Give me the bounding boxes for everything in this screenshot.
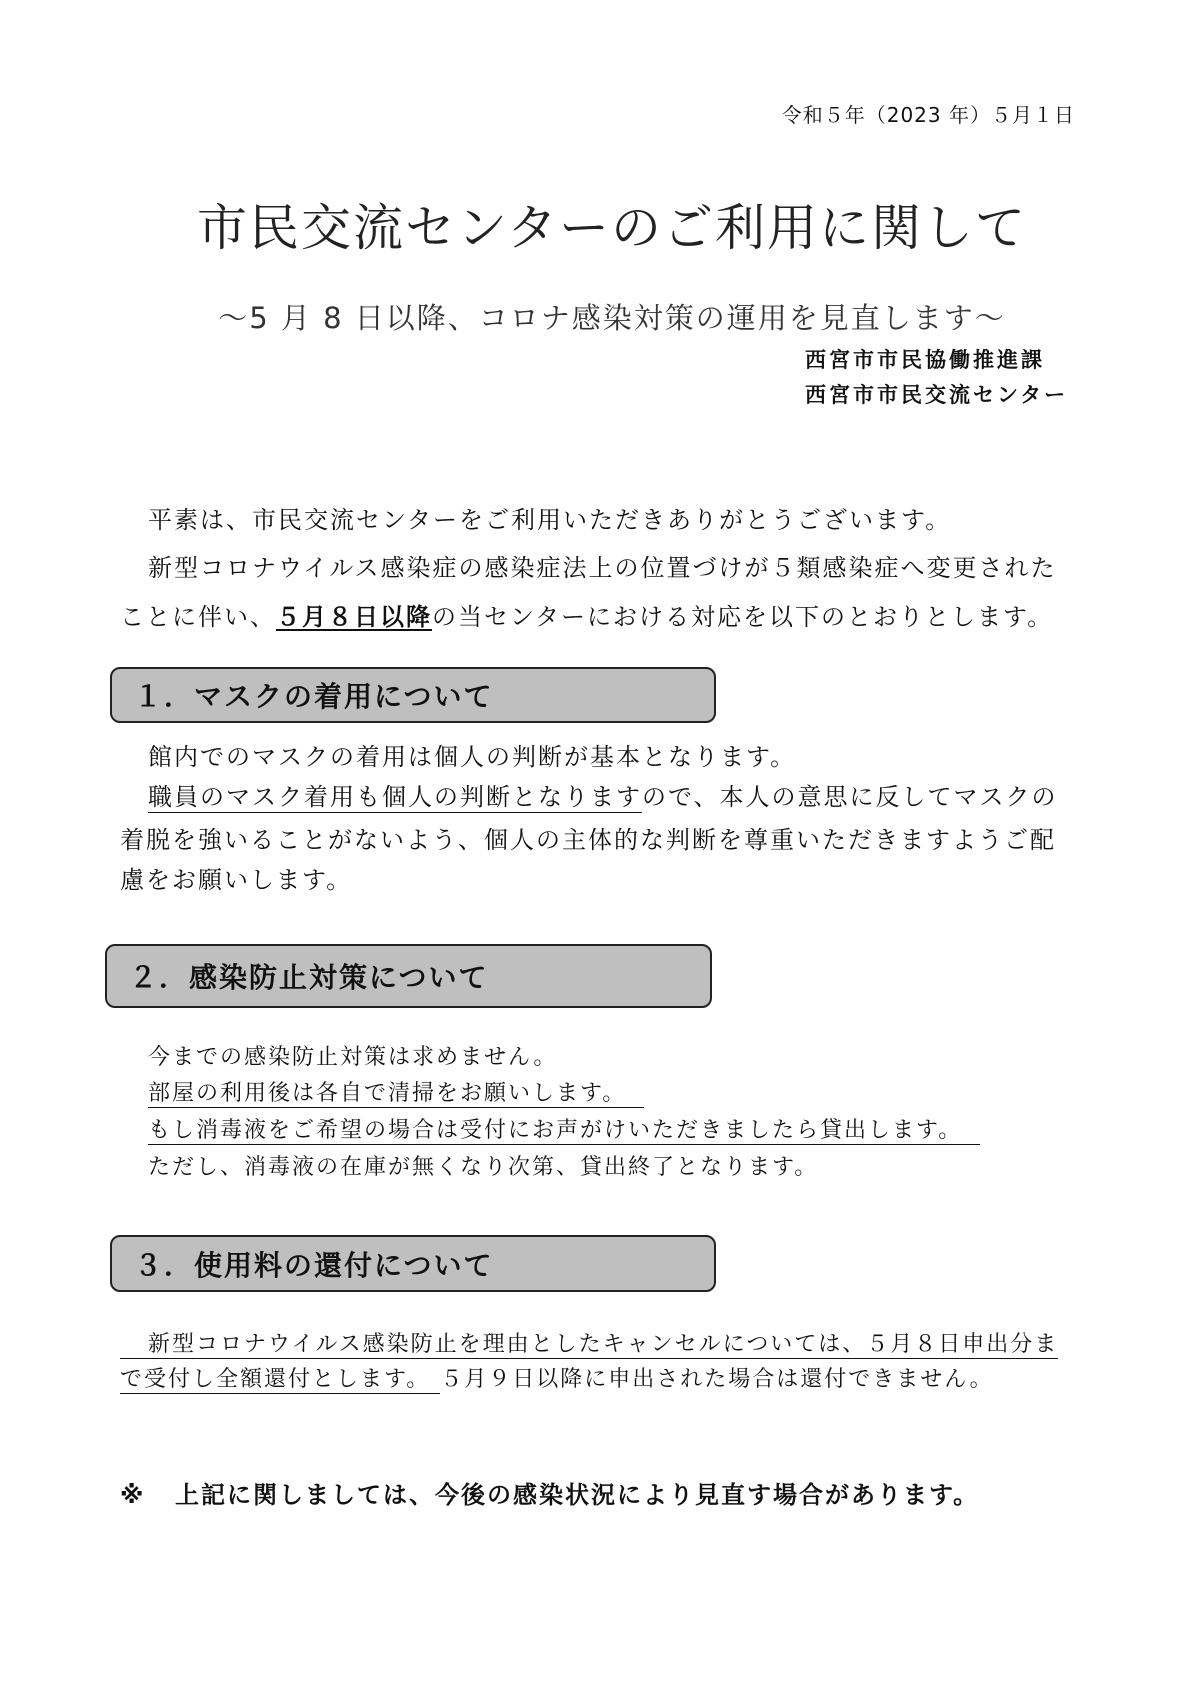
section-1-line-4: 慮をお願いします。 xyxy=(120,866,353,894)
full-refund-underlined: で受付し全額還付とします。 xyxy=(120,1367,440,1394)
section-heading-infection-control: ２．感染防止対策について xyxy=(129,961,489,994)
staff-mask-underlined: 職員のマスク着用も個人の判断となります xyxy=(148,783,642,811)
disinfectant-lending-underlined: もし消毒液をご希望の場合は受付にお声がけいただきましたら貸出します。 xyxy=(148,1118,980,1145)
effective-date-emphasis: ５月８日以降 xyxy=(276,603,432,631)
section-heading-mask: １．マスクの着用について xyxy=(134,680,494,713)
section-1-line-1: 館内でのマスクの着用は個人の判断が基本となります。 xyxy=(148,743,797,771)
section-3-line-1 xyxy=(120,1328,1058,1362)
section-2-line-3 xyxy=(148,1114,980,1148)
issuer-center: 西宮市市民交流センター xyxy=(805,383,1069,407)
section-2-line-1: 今までの感染防止対策は求めません。 xyxy=(148,1045,558,1070)
intro-line-1: 平素は、市民交流センターをご利用いただきありがとうございます。 xyxy=(148,506,952,534)
section-3-line-2-rest: ５月９日以降に申出された場合は還付できません。 xyxy=(440,1367,994,1392)
issue-date: 令和５年（2023 年）５月１日 xyxy=(781,103,1075,127)
page-title: 市民交流センターのご利用に関して xyxy=(197,199,1027,257)
section-heading-refund: ３．使用料の還付について xyxy=(134,1248,494,1282)
issuer-department: 西宮市市民協働推進課 xyxy=(805,348,1045,372)
section-3-line-2 xyxy=(120,1363,994,1397)
refund-policy-underlined: 新型コロナウイルス感染防止を理由としたキャンセルについては、５月８日申出分ま xyxy=(120,1332,1058,1359)
intro-line-2: 新型コロナウイルス感染症の感染症法上の位置づけが５類感染症へ変更された xyxy=(148,554,1057,582)
section-1-line-2-rest: ので、本人の意思に反してマスクの xyxy=(642,783,1058,811)
section-2-line-4: ただし、消毒液の在庫が無くなり次第、貸出終了となります。 xyxy=(148,1155,819,1180)
intro-line-3-lead: ことに伴い、 xyxy=(120,603,276,631)
review-note: 上記に関しましては、今後の感染状況により見直す場合があります。 xyxy=(175,1481,980,1509)
section-1-line-3: 着脱を強いることがないよう、個人の主体的な判断を尊重いただきますようご配 xyxy=(120,826,1056,854)
section-heading-box-1 xyxy=(110,667,716,723)
section-2-line-2 xyxy=(148,1077,644,1111)
section-heading-box-3 xyxy=(110,1235,716,1292)
section-1-line-2 xyxy=(148,780,1058,814)
section-heading-box-2 xyxy=(105,944,712,1008)
intro-line-3 xyxy=(120,600,1053,634)
intro-line-3-rest: の当センターにおける対応を以下のとおりとします。 xyxy=(432,603,1054,631)
note-mark: ※ xyxy=(120,1481,144,1509)
cleaning-request-underlined: 部屋の利用後は各自で清掃をお願いします。 xyxy=(148,1081,644,1108)
page-subtitle: ～5 月 8 日以降、コロナ感染対策の運用を見直します～ xyxy=(218,301,1006,335)
